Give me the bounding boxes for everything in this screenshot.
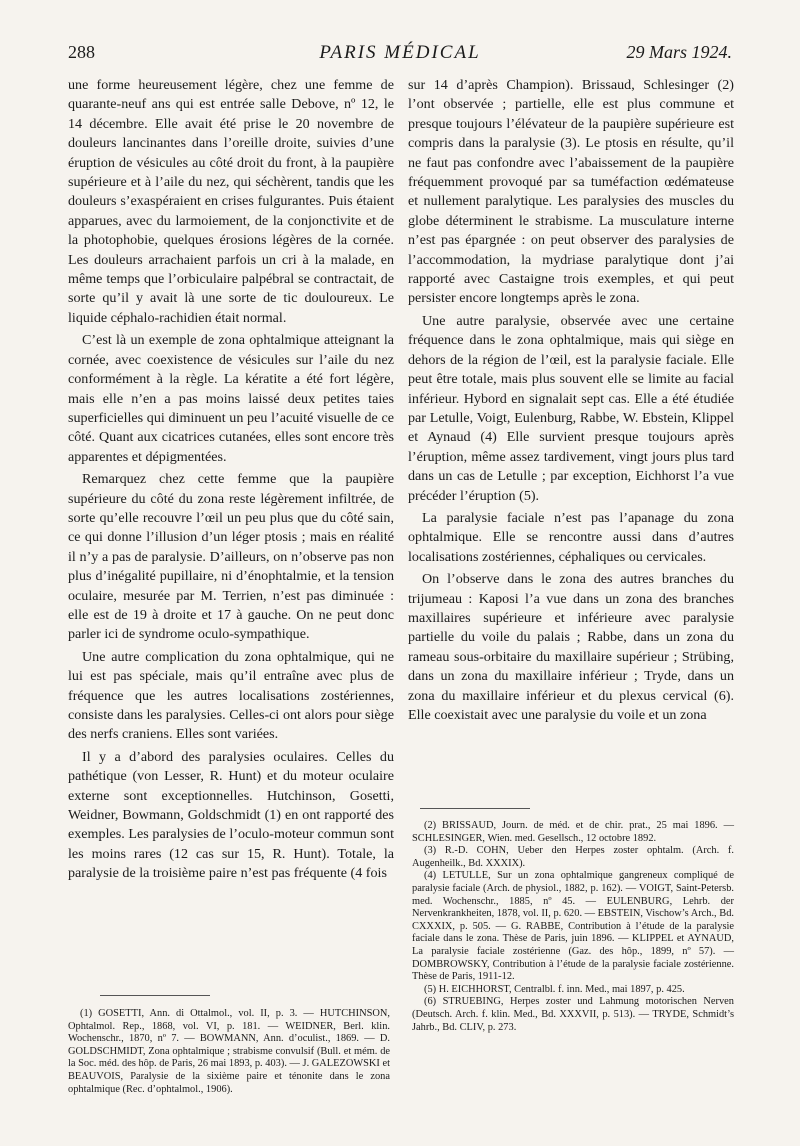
- paragraph: Une autre complication du zona ophtalmique, qui ne lui est pas spéciale, mais qu’il entraîne avec plus de fréquence que les autres localisations zostériennes, consiste dans les paralysies. Celles-ci ont alors pour siège des nerfs craniens. Elles sont variées.: [68, 648, 394, 743]
- paragraph: La paralysie faciale n’est pas l’apanage du zona ophtalmique. Elle se rencontre aussi dans d’autres localisations zostériennes, céphaliques ou cervicales.: [408, 509, 734, 565]
- footnote: (3) R.-D. COHN, Ueber den Herpes zoster ophtalm. (Arch. f. Augenheilk., Bd. XXXIX).: [412, 845, 734, 869]
- journal-title: PARIS MÉDICAL: [319, 42, 481, 63]
- issue-date: 29 Mars 1924.: [626, 42, 732, 62]
- paragraph: Remarquez chez cette femme que la paupière supérieure du côté du zona reste légèrement infiltrée, de sorte qu’elle recouvre l’œil un peu plus que du côté sain, ce qui donne l’illusion d’un léger ptosis ; mais en réalité il n’y a pas de paralysie. D’ailleurs, on n’observe pas non plus d’inégalité pupillaire, ni d’énophtalmie, et la tension oculaire, mesurée par M. Terrien, n’est pas diminuée : elle est de 19 à droite et 17 à gauche. On ne peut donc parler ici de syndrome oculo-sympathique.: [68, 471, 394, 643]
- paragraph: Une autre paralysie, observée avec une certaine fréquence dans le zona ophtalmique, mais qui siège en dehors de la région de l’œil, est la paralysie faciale. Elle peut être totale, mais plus souvent elle se limite au facial inférieur. Hybord en signalait sept cas. Elle a été étudiée par Letulle, Voigt, Eulenburg, Rabbe, W. Ebstein, Klippel et Aynaud (4) Elle survient presque toujours après l’éruption, même assez tardivement, vingt jours plus tard dans un cas de Letulle ; par exception, Eichhorst l’a vue précéder l’éruption (5).: [408, 312, 734, 504]
- footnote-divider: [420, 808, 530, 809]
- footnote: (2) BRISSAUD, Journ. de méd. et de chir. prat., 25 mai 1896. — SCHLESINGER, Wien. med. Gesellsch., 12 octobre 1892.: [412, 820, 734, 844]
- footnote: (4) LETULLE, Sur un zona ophtalmique gangreneux compliqué de paralysie faciale (Arch. de physiol., 1882, p. 162). — VOIGT, Saint-Petersb. med. Wochenschr., 1885, nº 45. — EULENBURG, Lehrb. der Nervenkrankheiten, 1878, vol. II, p. 620. — EBSTEIN, Vischow’s Arch., Bd. CXXXIX, p. 505. — G. RABBE, Contribution à l’étude de la paralysie faciale dans le zona. Thèse de Paris, juin 1896. — KLIPPEL et AYNAUD, La paralysie faciale zostérienne (Gaz. des hôp., 1899, nº 57). — DOMBROWSKY, Contribution à l’étude de la paralysie faciale zostérienne. Thèse de Paris, 1911-12.: [412, 870, 734, 983]
- running-header: [68, 42, 732, 68]
- footnote-divider: [100, 995, 210, 996]
- footnote: (6) STRUEBING, Herpes zoster und Lahmung motorischen Nerven (Deutsch. Arch. f. klin. Med., Bd. XXXVII, p. 513). — TRYDE, Schmidt’s Jahrb., Bd. CLIV, p. 273.: [412, 996, 734, 1033]
- left-footnotes: [68, 1008, 390, 1096]
- paragraph: Il y a d’abord des paralysies oculaires. Celles du pathétique (von Lesser, R. Hunt) et du moteur oculaire externe sont exceptionnelles. Hutchinson, Gosetti, Weidner, Bowmann, Goldschmidt (1) en ont rapporté des exemples. Les paralysies de l’oculo-moteur commun sont les moins rares (12 cas sur 15, R. Hunt). Totale, la paralysie de la troisième paire n’est pas fréquente (4 fois: [68, 748, 394, 882]
- page-number: 288: [68, 42, 95, 62]
- left-column: [68, 76, 394, 884]
- paragraph: une forme heureusement légère, chez une femme de quarante-neuf ans qui est entrée salle Debove, nº 12, le 14 décembre. Elle avait été prise le 20 novembre de douleurs lancinantes dans l’oreille droite, suivies d’une éruption de vésicules au côté droit du front, à la paupière supérieure et à l’aile du nez, qui séchèrent, tandis que les douleurs s’exaspéraient en crises fulgurantes. Puis étaient apparues, avec du larmoiement, de la conjonctivite et de la photophobie, quelques érosions légères de la cornée. Les douleurs arrachaient parfois un cri à la malade, en même temps que l’orbiculaire palpébral se contractait, de sorte qu’il y avait là une sorte de tic douloureux. Le liquide céphalo-rachidien était normal.: [68, 77, 394, 326]
- right-footnotes: [412, 820, 734, 1034]
- paragraph: C’est là un exemple de zona ophtalmique atteignant la cornée, avec coexistence de vésicules sur l’aile du nez conformément à la règle. La kératite a été fort légère, mais elle n’en a pas moins laissé deux petites taies superficielles qui diminuent un peu l’acuité visuelle de ce côté. Quant aux cicatrices cutanées, elles sont encore très apparentes et dépigmentées.: [68, 332, 394, 465]
- footnote: (5) H. EICHHORST, Centralbl. f. inn. Med., mai 1897, p. 425.: [424, 983, 685, 995]
- paragraph: On l’observe dans le zona des autres branches du trijumeau : Kaposi l’a vue dans un zona des branches maxillaires supérieure et inférieure avec paralysie partielle du voile du palais ; Rabbe, dans un zona du rameau sous-orbitaire du maxillaire supérieur ; Strübing, dans un zona du maxillaire inférieur ; Tryde, dans un zona du maxillaire inférieur et du plexus cervical (6). Elle coexistait avec une paralysie du voile et un zona: [408, 571, 734, 723]
- paragraph: sur 14 d’après Champion). Brissaud, Schlesinger (2) l’ont observée ; partielle, elle est plus commune et presque toujours l’élévateur de la paupière supérieure est compris dans la paralysie (3). Le ptosis en résulte, qu’il ne faut pas confondre avec l’abaissement de la paupière fréquemment provoqué par sa tuméfaction œdémateuse et nullement paralytique. Les paralysies des muscles du globe déterminent le strabisme. La musculature interne n’est pas épargnée : on peut observer des paralysies de l’accommodation, la mydriase paralytique dont j’ai rapporté avec Castaigne trois exemples, et qui peut persister encore longtemps après le zona.: [408, 77, 734, 307]
- footnote: (1) GOSETTI, Ann. di Ottalmol., vol. II, p. 3. — HUTCHINSON, Ophtalmol. Rep., 1868, vol. VI, p. 181. — WEIDNER, Berl. klin. Wochenschr., 1870, nº 7. — BOWMANN, Ann. d’oculist., 1869. — D. GOLDSCHMIDT, Zona ophtalmique ; strabisme convulsif (Bull. et mém. de la Soc. méd. des hôp. de Paris, 26 mai 1893, p. 403). — J. GALEZOWSKI et BEAUVOIS, Paralysie de la sixième paire et ténonite dans le zona ophtalmique (Rec. d’ophtalmol., 1906).: [68, 1008, 390, 1095]
- right-column: [408, 76, 734, 725]
